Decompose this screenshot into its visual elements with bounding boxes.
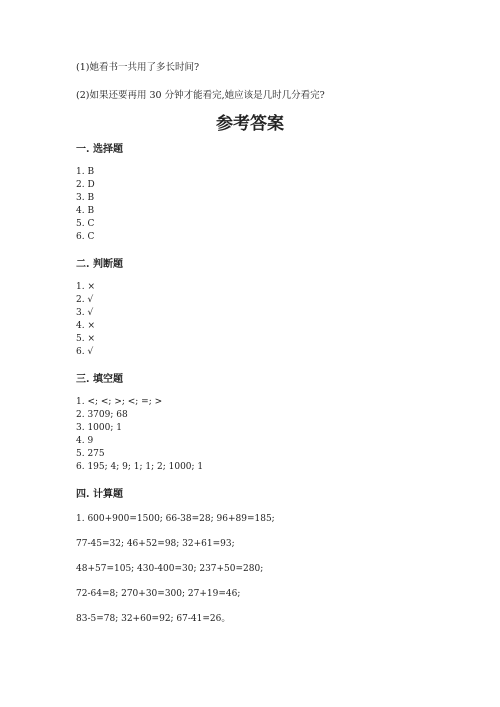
answer-item: 1. <; <; >; <; =; > [76,397,163,407]
answer-item: 6. C [76,232,95,242]
answer-item: 1. B [76,167,95,177]
answer-item: 5. 275 [76,449,105,459]
answer-item: 4. 9 [76,436,94,446]
answer-item: 2. √ [76,295,94,305]
answer-item: 5. × [76,334,95,344]
section-heading-judgment: 二. 判断题 [76,259,123,270]
answer-item: 6. √ [76,347,94,357]
answer-item: 77-45=32; 46+52=98; 32+61=93; [76,539,235,549]
answer-item: 3. B [76,193,95,203]
question-2: (2)如果还要再用 30 分钟才能看完,她应该是几时几分看完? [76,90,325,101]
page-title: 参考答案 [216,114,284,134]
answer-item: 72-64=8; 270+30=300; 27+19=46; [76,589,241,599]
section-heading-choice: 一. 选择题 [76,144,123,155]
question-1: (1)她看书一共用了多长时间? [76,62,200,73]
answer-item: 6. 195; 4; 9; 1; 1; 2; 1000; 1 [76,462,204,472]
answer-item: 1. × [76,282,95,292]
answer-item: 5. C [76,219,95,229]
section-heading-calculation: 四. 计算题 [76,489,123,500]
answer-item: 83-5=78; 32+60=92; 67-41=26。 [76,614,231,624]
answer-item: 2. 3709; 68 [76,410,128,420]
answer-item: 1. 600+900=1500; 66-38=28; 96+89=185; [76,514,275,524]
answer-item: 2. D [76,180,95,190]
answer-item: 4. × [76,321,95,331]
section-heading-fill-blank: 三. 填空题 [76,374,123,385]
answer-item: 48+57=105; 430-400=30; 237+50=280; [76,564,264,574]
answer-item: 4. B [76,206,95,216]
answer-item: 3. 1000; 1 [76,423,122,433]
answer-item: 3. √ [76,308,94,318]
